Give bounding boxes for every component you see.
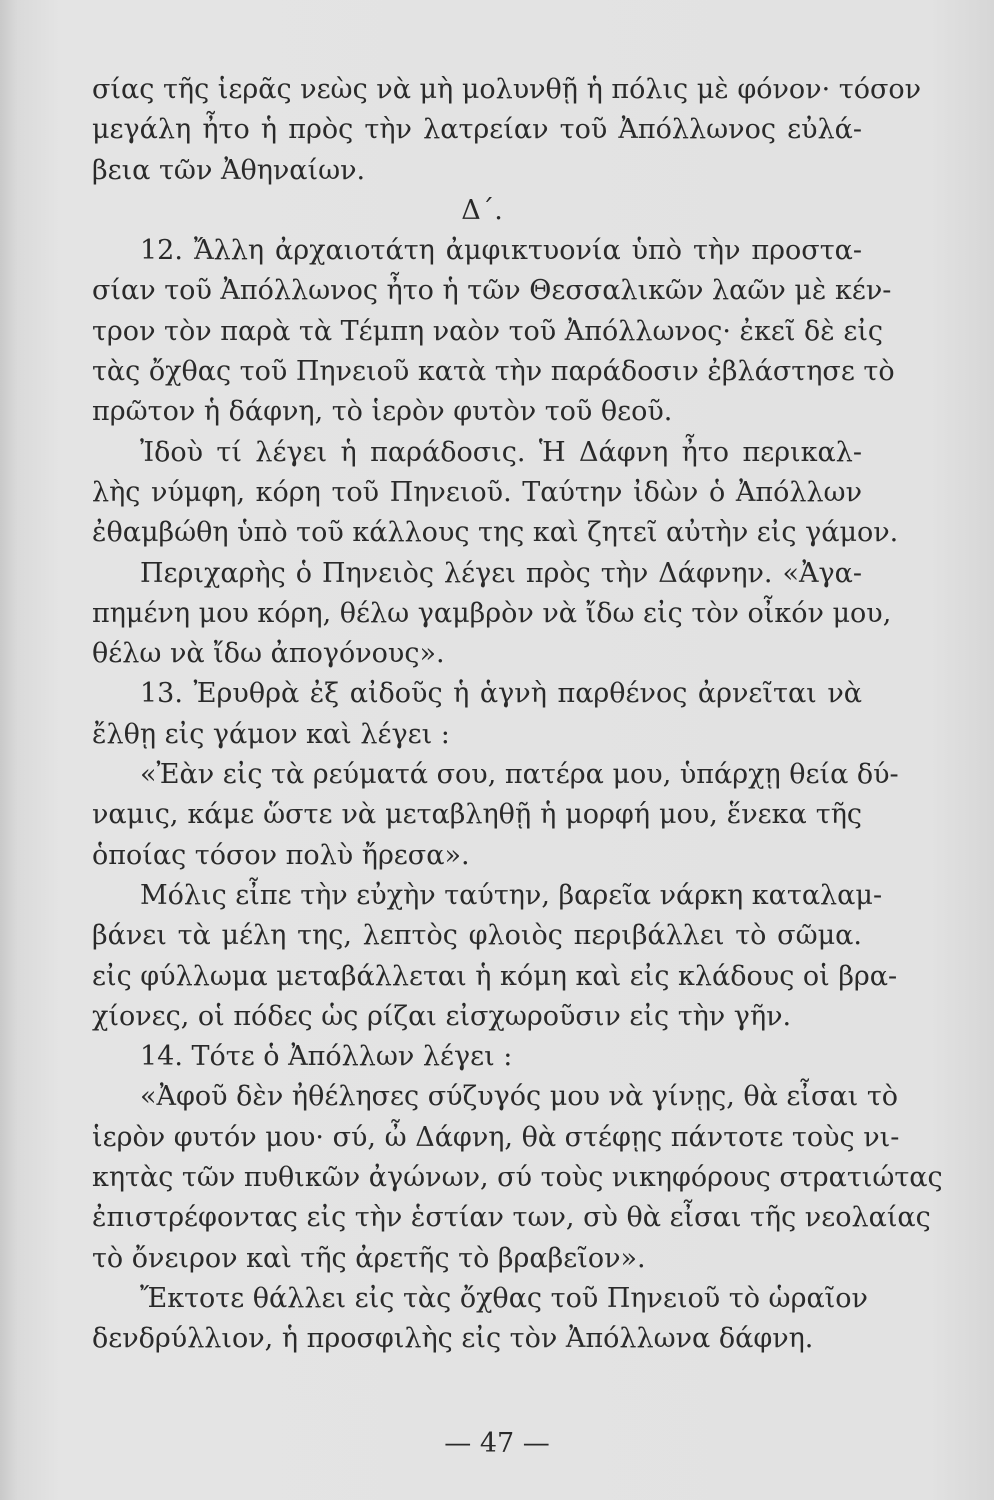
text-line: Περιχαρὴς ὁ Πηνειὸς λέγει πρὸς τὴν Δάφνην. «Ἀγα- (140, 557, 862, 589)
section-heading: Δ΄. (461, 194, 503, 226)
text-line: τὰς ὄχθας τοῦ Πηνειοῦ κατὰ τὴν παράδοσιν ἐβλάστησε τὸ (92, 356, 895, 388)
text-line: τρον τὸν παρὰ τὰ Τέμπη ναὸν τοῦ Ἀπόλλωνος· ἐκεῖ δὲ εἰς (92, 315, 884, 347)
text-line: ναμις, κάμε ὥστε νὰ μεταβληθῇ ἡ μορφή μου, ἕνεκα τῆς (92, 799, 862, 831)
text-line: ὁποίας τόσον πολὺ ἤρεσα». (92, 839, 470, 871)
text-line: «Ἀφοῦ δὲν ἠθέλησες σύζυγός μου νὰ γίνῃς, θὰ εἶσαι τὸ (140, 1081, 899, 1113)
text-line: βάνει τὰ μέλη της, λεπτὸς φλοιὸς περιβάλλει τὸ σῶμα. (92, 920, 862, 952)
text-line: κητὰς τῶν πυθικῶν ἀγώνων, σύ τοὺς νικηφόρους στρατιώτας (92, 1162, 943, 1194)
text-line: 12. Ἄλλη ἀρχαιοτάτη ἀμφικτυονία ὑπὸ τὴν προστα- (140, 235, 862, 267)
text-line: πρῶτον ἡ δάφνη, τὸ ἱερὸν φυτὸν τοῦ θεοῦ. (92, 396, 673, 428)
text-line: ἐπιστρέφοντας εἰς τὴν ἑστίαν των, σὺ θὰ εἶσαι τῆς νεολαίας (92, 1202, 931, 1234)
page-body-text (92, 70, 943, 1360)
text-line: σίαν τοῦ Ἀπόλλωνος ἦτο ἡ τῶν Θεσσαλικῶν λαῶν μὲ κέν- (92, 275, 892, 307)
text-line: «Ἐὰν εἰς τὰ ρεύματά σου, πατέρα μου, ὑπάρχῃ θεία δύ- (140, 759, 899, 791)
text-line: πημένη μου κόρη, θέλω γαμβρὸν νὰ ἴδω εἰς τὸν οἶκόν μου, (92, 597, 892, 629)
text-line: σίας τῆς ἱερᾶς νεὼς νὰ μὴ μολυνθῇ ἡ πόλις μὲ φόνον· τόσον (92, 74, 922, 105)
text-line: ἐθαμβώθη ὑπὸ τοῦ κάλλους της καὶ ζητεῖ αὐτὴν εἰς γάμον. (92, 517, 899, 549)
text-line: βεια τῶν Ἀθηναίων. (92, 154, 366, 186)
text-line: ἱερὸν φυτόν μου· σύ, ὦ Δάφνη, θὰ στέφῃς πάντοτε τοὺς νι- (92, 1121, 900, 1153)
text-line: λὴς νύμφη, κόρη τοῦ Πηνειοῦ. Ταύτην ἰδὼν ὁ Ἀπόλλων (92, 476, 862, 508)
page-number: — 47 — (444, 1428, 550, 1459)
text-line: τὸ ὄνειρον καὶ τῆς ἀρετῆς τὸ βραβεῖον». (92, 1242, 646, 1274)
text-line: ἔλθῃ εἰς γάμον καὶ λέγει : (92, 718, 450, 750)
text-line: μεγάλη ἦτο ἡ πρὸς τὴν λατρείαν τοῦ Ἀπόλλωνος εὐλά- (92, 114, 862, 146)
text-line: 14. Τότε ὁ Ἀπόλλων λέγει : (140, 1041, 513, 1073)
text-line: χίονες, οἱ πόδες ὡς ρίζαι εἰσχωροῦσιν εἰς τὴν γῆν. (92, 1000, 792, 1032)
text-line: εἰς φύλλωμα μεταβάλλεται ἡ κόμη καὶ εἰς κλάδους οἱ βρα- (92, 960, 898, 992)
text-line: 13. Ἐρυθρὰ ἐξ αἰδοῦς ἡ ἁγνὴ παρθένος ἀρνεῖται νὰ (140, 678, 862, 710)
text-line: Ἔκτοτε θάλλει εἰς τὰς ὄχθας τοῦ Πηνειοῦ τὸ ὡραῖον (140, 1282, 868, 1314)
text-line: Μόλις εἶπε τὴν εὐχὴν ταύτην, βαρεῖα νάρκη καταλαμ- (140, 879, 883, 911)
text-line: δενδρύλλιον, ἡ προσφιλὴς εἰς τὸν Ἀπόλλωνα δάφνη. (92, 1323, 814, 1355)
text-line: θέλω νὰ ἴδω ἀπογόνους». (92, 638, 445, 670)
text-line: Ἰδοὺ τί λέγει ἡ παράδοσις. Ἡ Δάφνη ἦτο περικαλ- (140, 436, 862, 468)
